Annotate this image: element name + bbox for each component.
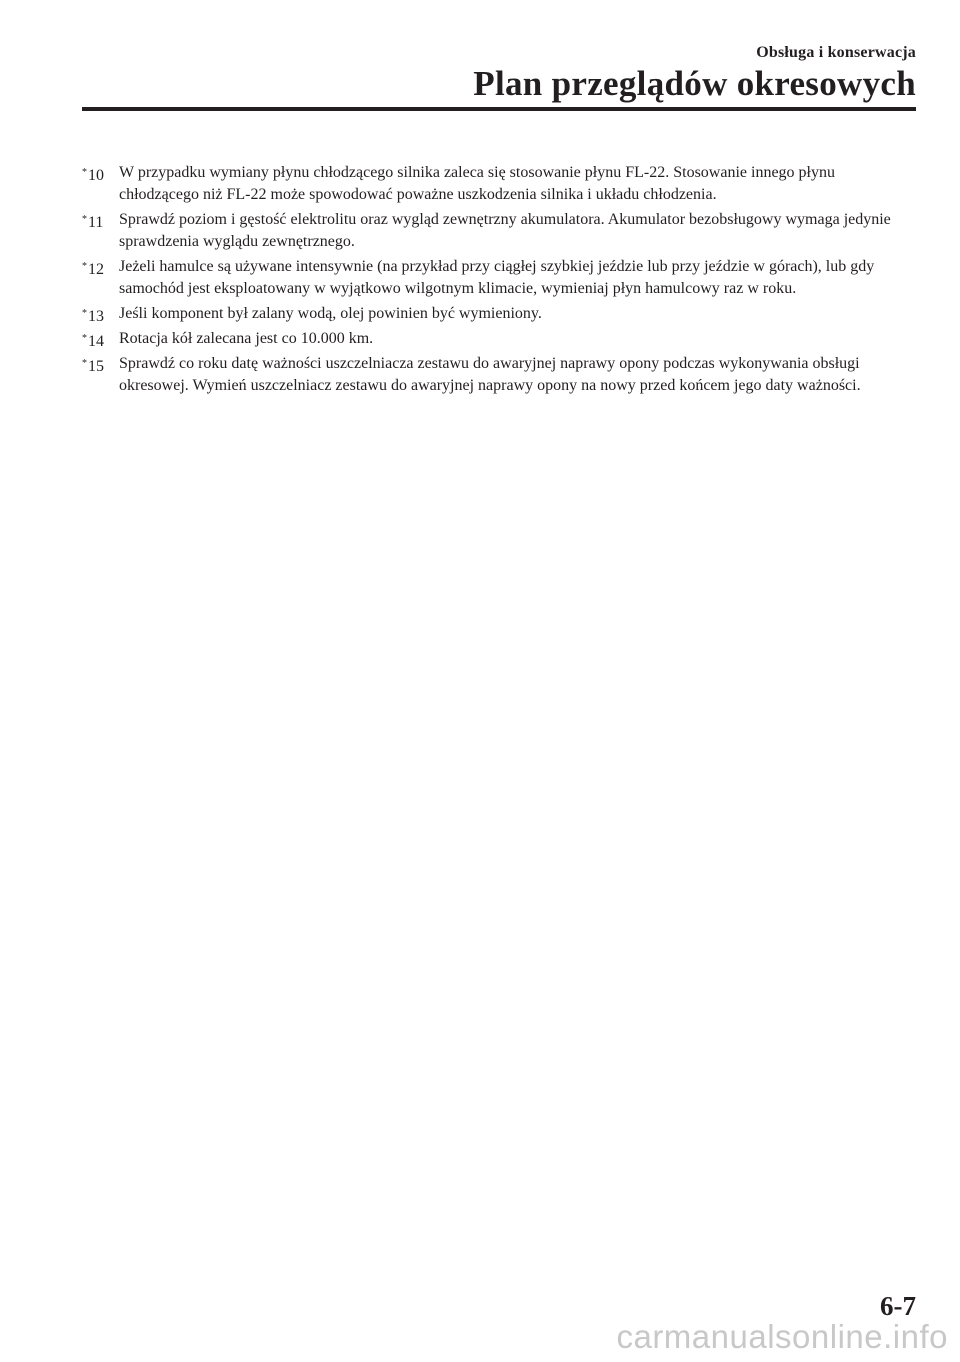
footnote-12 <box>82 256 916 300</box>
page-title: Plan przeglądów okresowych <box>473 64 916 103</box>
footnote-marker: *11 <box>82 214 104 231</box>
asterisk-icon: * <box>82 261 87 272</box>
footnote-list <box>82 162 916 400</box>
watermark: carmanualsonline.info <box>616 1318 948 1355</box>
footnote-marker: *10 <box>82 167 104 184</box>
asterisk-icon: * <box>82 333 87 344</box>
footnote-marker: *12 <box>82 261 104 278</box>
footnote-11 <box>82 209 916 253</box>
asterisk-icon: * <box>82 167 87 178</box>
footnote-15 <box>82 353 916 397</box>
footnote-marker: *14 <box>82 333 104 350</box>
asterisk-icon: * <box>82 214 87 225</box>
asterisk-icon: * <box>82 308 87 319</box>
section-label: Obsługa i konserwacja <box>756 44 916 61</box>
title-rule <box>82 107 916 111</box>
asterisk-icon: * <box>82 358 87 369</box>
footnote-13 <box>82 303 916 325</box>
footnote-text: Jeżeli hamulce są używane intensywnie (na przykład przy ciągłej szybkiej jeździe lub przy jeździe w górach), lub gdy samochód jest eksploatowany w wyjątkowo wilgotnym klimacie, wymieniaj płyn hamulcowy raz w roku. <box>119 258 875 297</box>
footnote-text: W przypadku wymiany płynu chłodzącego silnika zaleca się stosowanie płynu FL-22. Stosowanie innego płynu chłodzącego niż FL-22 może spowodować poważne uszkodzenia silnika i układu chłodzenia. <box>119 164 835 203</box>
footnote-text: Sprawdź co roku datę ważności uszczelniacza zestawu do awaryjnej naprawy opony podczas wykonywania obsługi okresowej. Wymień uszczelniacz zestawu do awaryjnej naprawy opony na nowy przed końcem jego daty ważności. <box>119 355 861 394</box>
footnote-marker: *15 <box>82 358 104 375</box>
footnote-10 <box>82 162 916 206</box>
footnote-14 <box>82 328 916 350</box>
footnote-text: Jeśli komponent był zalany wodą, olej powinien być wymieniony. <box>119 305 542 322</box>
footnote-text: Sprawdź poziom i gęstość elektrolitu oraz wygląd zewnętrzny akumulatora. Akumulator bezobsługowy wymaga jedynie sprawdzenia wyglądu zewnętrznego. <box>119 211 891 250</box>
footnote-text: Rotacja kół zalecana jest co 10.000 km. <box>119 330 374 347</box>
footnote-marker: *13 <box>82 308 104 325</box>
page-number: 6-7 <box>880 1291 916 1321</box>
